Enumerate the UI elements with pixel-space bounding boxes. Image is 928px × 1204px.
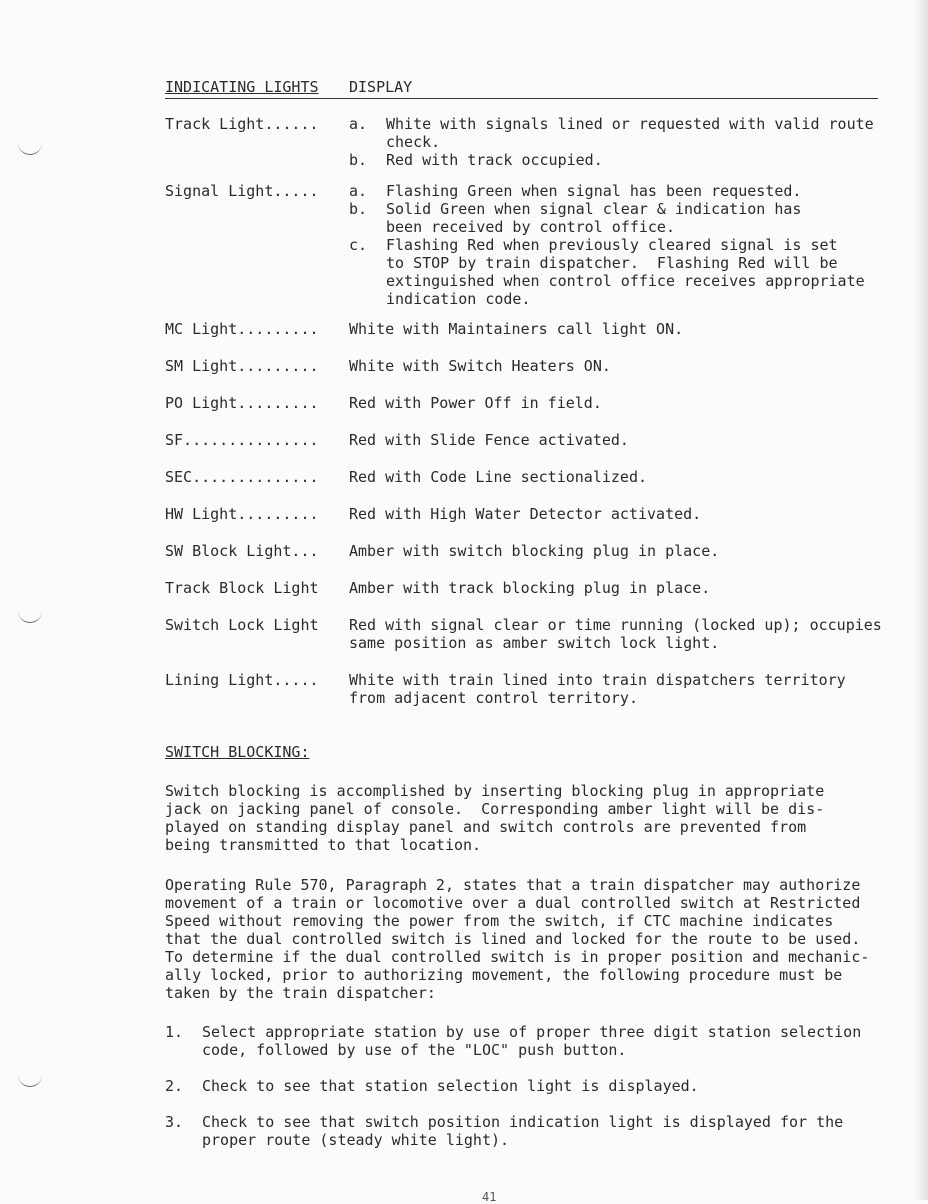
switch-blocking-heading: SWITCH BLOCKING: xyxy=(165,743,310,761)
description-item xyxy=(349,115,905,151)
page-edge-shadow xyxy=(914,0,928,1200)
light-row xyxy=(165,115,905,169)
description-item xyxy=(349,236,905,308)
item-text: White with signals lined or requested with valid route check. xyxy=(386,115,874,151)
item-text: Flashing Green when signal has been requested. xyxy=(386,182,802,200)
light-row xyxy=(165,468,905,486)
step-text: Check to see that station selection light is displayed. xyxy=(202,1077,699,1095)
item-letter: b. xyxy=(349,200,368,218)
item-text: Red with track occupied. xyxy=(386,151,603,169)
light-description: White with Maintainers call light ON. xyxy=(349,320,684,338)
operating-rule-paragraph: Operating Rule 570, Paragraph 2, states that a train dispatcher may authorize movement of a train or locomotive over a dual controlled switch at Restricted Speed without removing the power from the switch, if CTC machine indicates that the dual controlled switch is lined and locked for the route to be used. To determine if the dual controlled switch is in proper position and mechanic- ally locked, prior to authorizing movement, the following procedure must be taken by the train dispatcher: xyxy=(165,876,870,1002)
light-term: SM Light......... xyxy=(165,357,319,375)
step-text: Check to see that switch position indication light is displayed for the proper route (steady white light). xyxy=(202,1113,844,1149)
switch-blocking-section xyxy=(165,743,895,761)
light-term: SW Block Light... xyxy=(165,542,319,560)
light-term: SEC.............. xyxy=(165,468,319,486)
item-letter: b. xyxy=(349,151,368,169)
procedure-steps xyxy=(165,1023,895,1167)
light-description: Red with Power Off in field. xyxy=(349,394,602,412)
light-row xyxy=(165,394,905,412)
light-row xyxy=(165,616,905,652)
light-row xyxy=(165,357,905,375)
description-item xyxy=(349,182,905,200)
header-indicating-lights: INDICATING LIGHTS xyxy=(165,78,319,96)
step-text: Select appropriate station by use of proper three digit station selection code, followed by use of the "LOC" push button. xyxy=(202,1023,862,1059)
procedure-step xyxy=(165,1113,895,1149)
description-item xyxy=(349,200,905,236)
light-description: White with train lined into train dispatchers territory from adjacent control territory. xyxy=(349,671,846,707)
light-row xyxy=(165,431,905,449)
light-term: Signal Light..... xyxy=(165,182,319,200)
header-display: DISPLAY xyxy=(349,78,413,96)
light-term: SF............... xyxy=(165,431,319,449)
light-row xyxy=(165,542,905,560)
light-description: Red with High Water Detector activated. xyxy=(349,505,702,523)
light-row xyxy=(165,671,905,707)
item-letter: c. xyxy=(349,236,368,254)
light-description: Red with Slide Fence activated. xyxy=(349,431,629,449)
procedure-step xyxy=(165,1077,895,1095)
light-term: Track Block Light xyxy=(165,579,319,597)
item-text: Solid Green when signal clear & indication has been received by control office. xyxy=(386,200,802,236)
punch-hole-mark xyxy=(18,1072,42,1087)
light-term: PO Light......... xyxy=(165,394,319,412)
light-row xyxy=(165,579,905,597)
light-row xyxy=(165,320,905,338)
light-term: Lining Light..... xyxy=(165,671,319,689)
step-number: 1. xyxy=(165,1023,184,1041)
item-letter: a. xyxy=(349,182,368,200)
item-text: Flashing Red when previously cleared signal is set to STOP by train dispatcher. Flashing Red will be extinguished when control office receives appropriate indication code. xyxy=(386,236,865,308)
light-description: Red with signal clear or time running (locked up); occupies same position as amber switch lock light. xyxy=(349,616,882,652)
light-term: Switch Lock Light xyxy=(165,616,319,634)
table-header xyxy=(165,78,878,99)
item-letter: a. xyxy=(349,115,368,133)
light-term: Track Light...... xyxy=(165,115,319,133)
punch-hole-mark xyxy=(18,608,42,623)
light-description: White with Switch Heaters ON. xyxy=(349,357,611,375)
light-description xyxy=(349,115,905,169)
step-number: 3. xyxy=(165,1113,184,1131)
light-description xyxy=(349,182,905,308)
light-term: HW Light......... xyxy=(165,505,319,523)
light-description: Amber with switch blocking plug in place. xyxy=(349,542,720,560)
switch-blocking-paragraph: Switch blocking is accomplished by inserting blocking plug in appropriate jack on jacking panel of console. Corresponding amber light will be dis- played on standing display panel and switch controls are prevented from being transmitted to that location. xyxy=(165,782,825,854)
step-number: 2. xyxy=(165,1077,184,1095)
procedure-step xyxy=(165,1023,895,1059)
page-number: 41 xyxy=(482,1190,497,1204)
light-term: MC Light......... xyxy=(165,320,319,338)
light-description: Amber with track blocking plug in place. xyxy=(349,579,711,597)
light-row xyxy=(165,182,905,308)
punch-hole-mark xyxy=(18,140,42,155)
light-row xyxy=(165,505,905,523)
description-item xyxy=(349,151,905,169)
indicating-lights-list xyxy=(165,115,905,726)
light-description: Red with Code Line sectionalized. xyxy=(349,468,648,486)
